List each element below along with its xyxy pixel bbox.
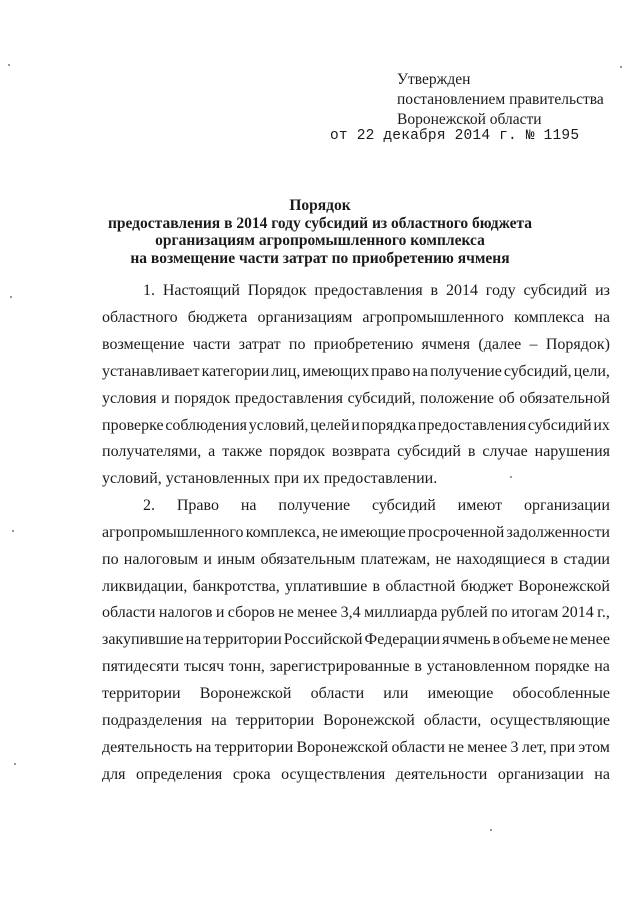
- word: категории: [201, 363, 270, 380]
- word: находящиеся: [456, 551, 546, 568]
- word: году: [485, 282, 516, 299]
- word: стадии: [563, 551, 610, 568]
- word: Право: [176, 497, 219, 514]
- word: 1.: [143, 282, 155, 299]
- word: приобретению: [313, 336, 414, 353]
- word: имеющие: [339, 524, 406, 541]
- paragraph-2-line-6: [102, 631, 610, 649]
- word: предоставления: [417, 417, 527, 434]
- word: установленном: [426, 658, 531, 675]
- word: областного: [102, 309, 178, 326]
- word: менее: [297, 604, 338, 621]
- paragraph-2-line-1: [143, 497, 610, 515]
- word: области: [391, 739, 445, 756]
- word: имеют: [457, 497, 503, 514]
- word: возмещение: [102, 336, 185, 353]
- word: областной: [385, 578, 456, 595]
- word: организации: [497, 766, 584, 783]
- word: агропромышленного: [102, 524, 244, 541]
- word: уплатившие: [284, 578, 368, 595]
- word: срока: [232, 766, 271, 783]
- word: целей: [310, 417, 350, 434]
- word: организациям: [257, 309, 353, 326]
- word: осуществления: [281, 766, 386, 783]
- paragraph-1-line-1: [143, 282, 610, 300]
- word: области,: [423, 712, 482, 729]
- word: их: [593, 417, 610, 434]
- approval-line-approved: Утвержден: [397, 71, 471, 88]
- scan-speck: [8, 64, 10, 66]
- title-line-3: организациям агропромышленного комплекса: [155, 232, 485, 249]
- word: на: [195, 739, 212, 756]
- paragraph-1-line-7: [102, 443, 610, 461]
- word: предоставления: [234, 390, 343, 407]
- word: территории: [102, 685, 181, 702]
- word: итогам: [511, 604, 559, 621]
- word: менее: [467, 739, 508, 756]
- word: территории: [214, 739, 294, 756]
- word: порядок: [174, 390, 231, 407]
- word: тысяч: [183, 658, 225, 675]
- word: Воронежской: [296, 739, 389, 756]
- word: в: [467, 443, 476, 460]
- word: на: [594, 309, 610, 326]
- word: бюджета: [187, 309, 248, 326]
- word: предоставления: [314, 282, 423, 299]
- word: на: [185, 631, 202, 648]
- word: устанавливает: [102, 363, 200, 380]
- word: и: [215, 604, 225, 621]
- word: части: [192, 336, 231, 353]
- paragraph-2-line-2: [102, 524, 610, 542]
- word: области: [102, 604, 156, 621]
- word: менее: [569, 631, 610, 648]
- word: по: [491, 604, 508, 621]
- paragraph-2-line-9: [102, 712, 610, 730]
- word: возврата: [331, 443, 391, 460]
- approval-line-region: Воронежской области: [397, 111, 542, 128]
- paragraph-2-line-7: [102, 658, 610, 676]
- word: зарегистрированные: [269, 658, 410, 675]
- word: условий,: [248, 417, 309, 434]
- word: порядка: [361, 417, 417, 434]
- approval-date: от 22 декабря 2014 г. № 1195: [330, 128, 580, 144]
- word: 3,4: [340, 604, 361, 621]
- paragraph-2-line-5: [102, 604, 610, 622]
- word: Российской: [283, 631, 363, 648]
- word: также: [222, 443, 263, 460]
- word: Порядок: [247, 282, 307, 299]
- word: (далее: [478, 336, 522, 353]
- paragraph-1-line-2: [102, 309, 610, 327]
- word: цели,: [573, 363, 610, 380]
- word: иным: [217, 551, 256, 568]
- word: по: [102, 551, 119, 568]
- scan-speck: [12, 530, 14, 532]
- word: получателями,: [102, 443, 202, 460]
- word: на: [412, 363, 428, 380]
- word: области: [310, 685, 365, 702]
- word: задолженности: [506, 524, 610, 541]
- word: нарушения: [534, 443, 610, 460]
- word: объеме: [502, 631, 551, 648]
- word: об: [498, 390, 515, 407]
- word: обязательной: [519, 390, 610, 407]
- word: сборов: [227, 604, 275, 621]
- word: субсидий: [527, 417, 592, 434]
- word: пятидесяти: [102, 658, 180, 675]
- word: и: [161, 390, 170, 407]
- title-line-2: предоставления в 2014 году субсидий из областного бюджета: [107, 214, 533, 232]
- word: не: [322, 524, 338, 541]
- word: Воронежской: [518, 578, 610, 595]
- word: налогов: [158, 604, 213, 621]
- word: миллиарда: [364, 604, 438, 621]
- word: этом: [578, 739, 610, 756]
- word: или: [383, 685, 409, 702]
- word: субсидий: [397, 443, 461, 460]
- word: тонн,: [228, 658, 265, 675]
- word: организации: [524, 497, 610, 514]
- word: 3: [510, 739, 519, 756]
- word: при: [550, 739, 576, 756]
- paragraph-1-line-5: [102, 390, 610, 408]
- word: из: [595, 282, 610, 299]
- word: обособленные: [512, 685, 610, 702]
- word: ликвидации,: [102, 578, 188, 595]
- word: комплекса: [514, 309, 585, 326]
- word: 2.: [143, 497, 155, 514]
- word: порядок: [269, 443, 325, 460]
- document-title: [100, 197, 540, 267]
- word: платежам,: [360, 551, 431, 568]
- word: положение: [419, 390, 495, 407]
- word: субсидий,: [503, 363, 572, 380]
- word: ячмень: [442, 631, 491, 648]
- word: Воронежской: [199, 685, 292, 702]
- word: условия: [102, 390, 157, 407]
- word: подразделения: [102, 712, 203, 729]
- word: территории: [235, 712, 315, 729]
- word: деятельность: [102, 739, 193, 756]
- word: не: [278, 604, 294, 621]
- word: субсидий,: [347, 390, 416, 407]
- paragraph-1-line-6: [102, 417, 610, 435]
- approval-stamp: [397, 70, 604, 130]
- scan-speck: [620, 66, 622, 68]
- word: Настоящий: [162, 282, 240, 299]
- word: и: [351, 417, 360, 434]
- word: соблюдения: [165, 417, 248, 434]
- word: на: [594, 766, 610, 783]
- word: 2014: [561, 604, 594, 621]
- word: случае: [482, 443, 528, 460]
- word: для: [102, 766, 126, 783]
- word: банкротства,: [192, 578, 280, 595]
- paragraph-1-line-3: [102, 336, 610, 354]
- word: на: [211, 712, 227, 729]
- title-line-4: на возмещение части затрат по приобретению ячменя: [130, 249, 510, 267]
- word: проверке: [102, 417, 164, 434]
- word: агропромышленного: [362, 309, 504, 326]
- word: и: [203, 551, 212, 568]
- word: не: [552, 631, 568, 648]
- word: имеющих: [302, 363, 370, 380]
- scan-speck: [490, 829, 492, 831]
- scan-speck: [10, 296, 12, 298]
- word: а: [208, 443, 216, 460]
- word: на: [594, 658, 610, 675]
- approval-line-resolution: постановлением правительства: [397, 91, 604, 108]
- word: лет,: [521, 739, 547, 756]
- word: обязательным: [260, 551, 356, 568]
- scan-speck: [14, 763, 16, 765]
- word: деятельности: [395, 766, 488, 783]
- word: –: [529, 336, 538, 353]
- word: в: [492, 631, 501, 648]
- word: Воронежской: [323, 712, 415, 729]
- word: затрат: [238, 336, 281, 353]
- word: в: [430, 282, 439, 299]
- word: комплекса,: [245, 524, 320, 541]
- word: получение: [278, 497, 351, 514]
- word: осуществляющие: [490, 712, 610, 729]
- word: право: [371, 363, 411, 380]
- word: просроченной: [407, 524, 505, 541]
- word: Порядок): [545, 336, 610, 353]
- word: порядке: [534, 658, 590, 675]
- paragraph-2-line-8: [102, 685, 610, 703]
- title-line-1: Порядок: [289, 197, 351, 214]
- word: Федерации: [364, 631, 441, 648]
- word: в: [550, 551, 559, 568]
- word: получение: [430, 363, 502, 380]
- word: рублей: [440, 604, 488, 621]
- word: определения: [136, 766, 223, 783]
- word: субсидий: [523, 282, 588, 299]
- word: 2014: [445, 282, 478, 299]
- word: лиц,: [271, 363, 301, 380]
- word: в: [414, 658, 422, 675]
- word: не: [435, 551, 452, 568]
- word: по: [288, 336, 306, 353]
- paragraph-1-line-8: условий, установленных при их предоставлении.: [102, 470, 438, 487]
- word: на: [240, 497, 257, 514]
- paragraph-1-line-4: [102, 363, 610, 381]
- word: субсидий: [372, 497, 436, 514]
- word: ячменя: [421, 336, 471, 353]
- word: г.,: [597, 604, 610, 621]
- scan-speck: [510, 476, 512, 478]
- word: в: [372, 578, 381, 595]
- paragraph-2-line-11: [102, 766, 610, 784]
- paragraph-2-line-10: [102, 739, 610, 757]
- word: закупившие: [102, 631, 184, 648]
- word: налоговым: [123, 551, 199, 568]
- word: бюджет: [460, 578, 514, 595]
- word: имеющие: [427, 685, 494, 702]
- word: не: [448, 739, 464, 756]
- word: территории: [203, 631, 282, 648]
- paragraph-2-line-4: [102, 578, 610, 596]
- paragraph-2-line-3: [102, 551, 610, 569]
